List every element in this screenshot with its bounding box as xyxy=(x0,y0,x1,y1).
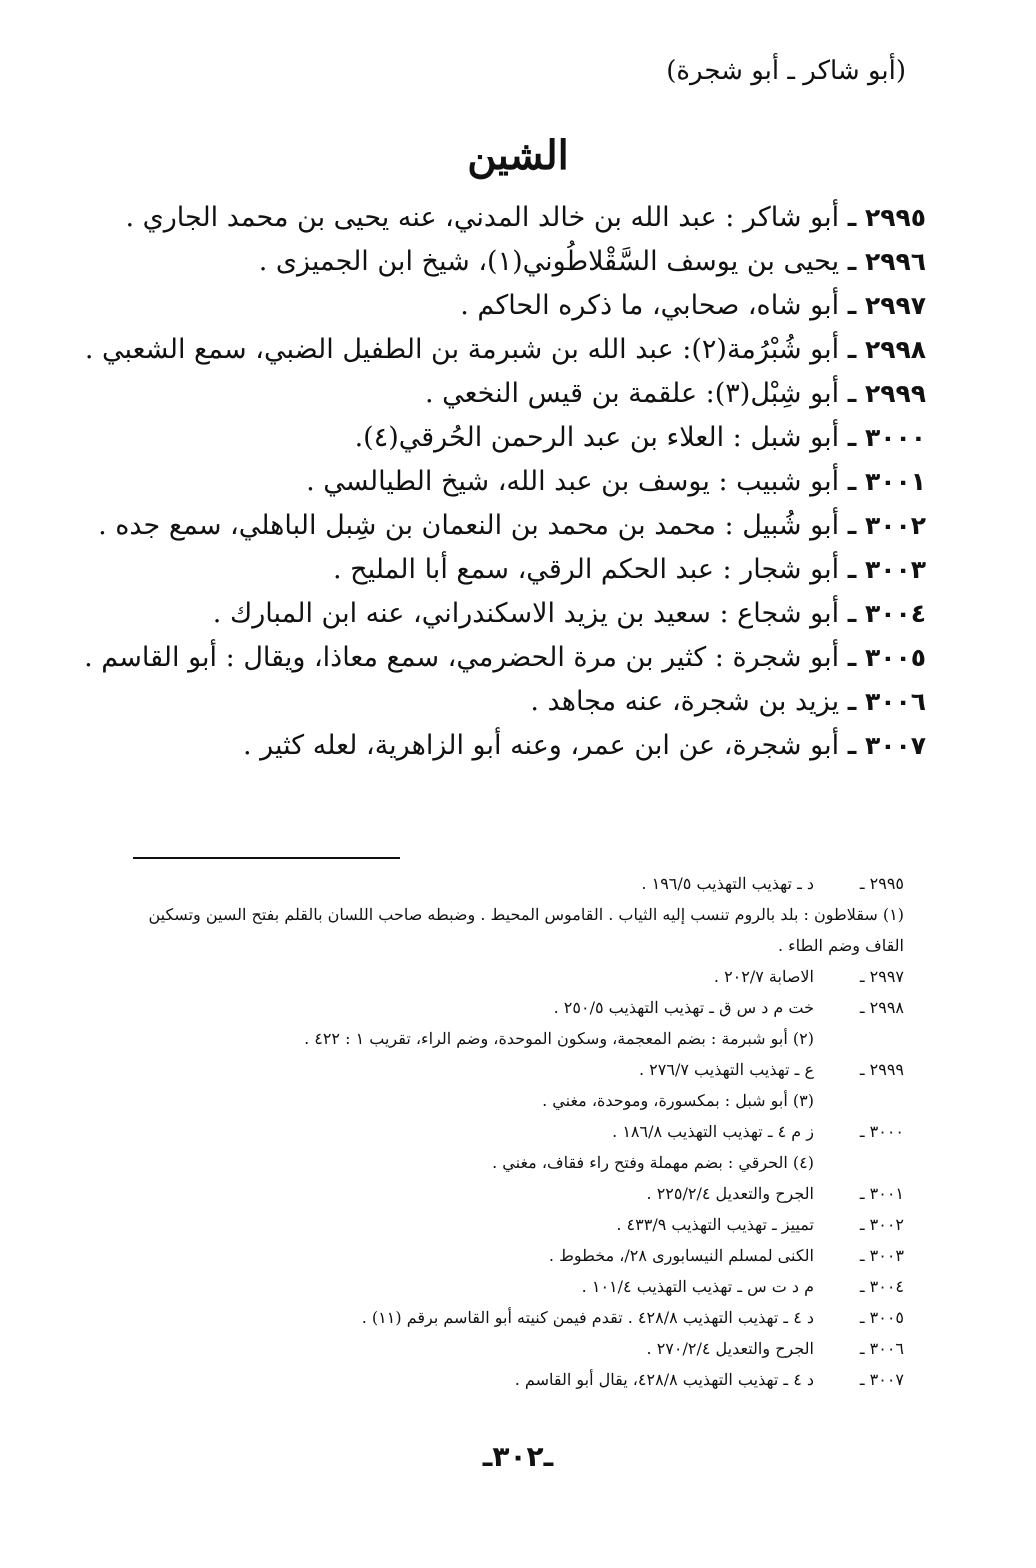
entry-text: أبو شاه، صحابي، ما ذكره الحاكم . xyxy=(460,290,840,321)
entry-3001 xyxy=(95,460,926,504)
footnote-number: ٢٩٩٩ ـ xyxy=(859,1060,904,1079)
entry-text: أبو شجار : عبد الحكم الرقي، سمع أبا المليح . xyxy=(332,554,840,585)
footnote-text: (٤) الحرقي : بضم مهملة وفتح راء فقاف، مغني . xyxy=(492,1153,814,1172)
footnote xyxy=(110,1271,904,1302)
footnote-text: (٢) أبو شبرمة : بضم المعجمة، وسكون الموحدة، وضم الراء، تقريب ١ : ٤٢٢ . xyxy=(304,1029,814,1048)
footnote-number: ٣٠٠٢ ـ xyxy=(859,1215,904,1234)
footnote-text: ع ـ تهذيب التهذيب ٢٧٦/٧ . xyxy=(639,1060,814,1079)
entry-text: يحيى بن يوسف السَّقْلاطُوني(١)، شيخ ابن الجميزى . xyxy=(258,246,840,277)
entry-number: ٣٠٠٢ ـ xyxy=(847,511,926,540)
footnote-text: تمييز ـ تهذيب التهذيب ٤٣٣/٩ . xyxy=(616,1215,814,1234)
footnote xyxy=(110,961,904,992)
entry-text: أبو شِبْل(٣): علقمة بن قيس النخعي . xyxy=(424,378,840,409)
entry-number: ٣٠٠١ ـ xyxy=(847,467,926,496)
footnote-text: الكنى لمسلم النيسابورى ٢٨/، مخطوط . xyxy=(548,1246,814,1265)
footnote xyxy=(110,1333,904,1364)
entry-2998 xyxy=(84,328,926,372)
entry-text: أبو شُبيل : محمد بن محمد بن النعمان بن شِبل الباهلي، سمع جده . xyxy=(98,510,840,541)
footnote xyxy=(110,1116,904,1147)
footnote xyxy=(110,1240,904,1271)
footnote xyxy=(110,1054,904,1085)
footnote xyxy=(110,868,904,899)
entry-number: ٣٠٠٣ ـ xyxy=(847,555,926,584)
footnote xyxy=(110,1209,904,1240)
footnote-text: ز م ٤ ـ تهذيب التهذيب ١٨٦/٨ . xyxy=(612,1122,814,1141)
entry-number: ٣٠٠٠ ـ xyxy=(847,423,926,452)
entry-text: أبو شجرة، عن ابن عمر، وعنه أبو الزاهرية، لعله كثير . xyxy=(242,730,840,761)
entry-number: ٢٩٩٦ ـ xyxy=(847,247,926,276)
footnote-number: ٣٠٠٤ ـ xyxy=(859,1277,904,1296)
footnote-text: م د ت س ـ تهذيب التهذيب ١٠١/٤ . xyxy=(581,1277,814,1296)
section-title xyxy=(0,132,1036,179)
footnote xyxy=(110,1147,904,1178)
footnote-text: الجرح والتعديل ٢٢٥/٢/٤ . xyxy=(646,1184,814,1203)
footnote-number: ٢٩٩٨ ـ xyxy=(859,998,904,1017)
footnote-text: (١) سقلاطون : بلد بالروم تنسب إليه الثياب . القاموس المحيط . وضبطه صاحب اللسان بالقلم بفتح السين وتسكين القاف وضم الطاء . xyxy=(148,905,904,955)
entry-number: ٣٠٠٦ ـ xyxy=(847,687,926,716)
entry-3003 xyxy=(95,548,926,592)
footnote xyxy=(110,1364,904,1395)
running-head: (أبو شاكر ـ أبو شجرة) xyxy=(666,56,906,86)
entry-2997 xyxy=(95,284,926,328)
entry-text: يزيد بن شجرة، عنه مجاهد . xyxy=(530,686,840,717)
entry-2996 xyxy=(95,240,926,284)
footnote-text: (٣) أبو شبل : بمكسورة، وموحدة، مغني . xyxy=(542,1091,814,1110)
footnote-number: ٢٩٩٥ ـ xyxy=(859,874,904,893)
entry-3000 xyxy=(95,416,926,460)
entry-number: ٣٠٠٤ ـ xyxy=(847,599,926,628)
footnote xyxy=(110,1023,904,1054)
footnote-text: الاصابة ٢٠٢/٧ . xyxy=(713,967,814,986)
entry-number: ٢٩٩٩ ـ xyxy=(847,379,926,408)
entry-2999 xyxy=(95,372,926,416)
entry-number: ٣٠٠٥ ـ xyxy=(847,643,926,672)
footnote-text: د ٤ ـ تهذيب التهذيب ٤٢٨/٨ . تقدم فيمن كنيته أبو القاسم برقم (١١) . xyxy=(361,1308,814,1327)
entry-text: أبو شاكر : عبد الله بن خالد المدني، عنه يحيى بن محمد الجاري . xyxy=(125,202,840,233)
entry-3006 xyxy=(95,680,926,724)
entry-3007 xyxy=(95,724,926,768)
entry-text: أبو شُبْرُمة(٢): عبد الله بن شبرمة بن الطفيل الضبي، سمع الشعبي . xyxy=(84,334,840,365)
footnote-number: ٣٠٠٠ ـ xyxy=(859,1122,904,1141)
entry-3004 xyxy=(95,592,926,636)
entry-3005 xyxy=(84,636,926,680)
entry-number: ٢٩٩٥ ـ xyxy=(847,203,926,232)
footnote xyxy=(110,992,904,1023)
entries-list xyxy=(84,196,926,768)
entry-text: أبو شجاع : سعيد بن يزيد الاسكندراني، عنه ابن المبارك . xyxy=(212,598,840,629)
footnote-text: الجرح والتعديل ٢٧٠/٢/٤ . xyxy=(646,1339,814,1358)
footnote xyxy=(110,899,904,961)
entry-3002 xyxy=(95,504,926,548)
footnotes-list xyxy=(110,868,904,1395)
entry-number: ٢٩٩٧ ـ xyxy=(847,291,926,320)
entry-text: أبو شجرة : كثير بن مرة الحضرمي، سمع معاذا، ويقال : أبو القاسم . xyxy=(84,642,840,673)
footnote-number: ٣٠٠٥ ـ xyxy=(859,1308,904,1327)
entry-number: ٢٩٩٨ ـ xyxy=(847,335,926,364)
footnote-text: د ـ تهذيب التهذيب ١٩٦/٥ . xyxy=(641,874,814,893)
footnote-number: ٣٠٠٣ ـ xyxy=(859,1246,904,1265)
footnote-text: خت م د س ق ـ تهذيب التهذيب ٢٥٠/٥ . xyxy=(553,998,814,1017)
footnote-number xyxy=(814,1085,904,1116)
footnote-number: ٣٠٠١ ـ xyxy=(859,1184,904,1203)
page-number: ـ٣٠٢ـ xyxy=(482,1440,554,1473)
footnote-text: د ٤ ـ تهذيب التهذيب ٤٢٨/٨، يقال أبو القاسم . xyxy=(514,1370,814,1389)
footnote-number xyxy=(814,1023,904,1054)
entry-2995 xyxy=(95,196,926,240)
footnote-number: ٣٠٠٧ ـ xyxy=(859,1370,904,1389)
footnote-number xyxy=(814,1147,904,1178)
footnote-rule xyxy=(133,857,400,859)
footnote-number: ٢٩٩٧ ـ xyxy=(859,967,904,986)
footnote xyxy=(110,1178,904,1209)
section-title-text: الشين xyxy=(467,132,569,179)
footnote xyxy=(110,1302,904,1333)
footnote-number: ٣٠٠٦ ـ xyxy=(859,1339,904,1358)
entry-text: أبو شبل : العلاء بن عبد الرحمن الحُرقي(٤). xyxy=(354,422,840,453)
footnote xyxy=(110,1085,904,1116)
entry-text: أبو شبيب : يوسف بن عبد الله، شيخ الطيالسي . xyxy=(306,466,840,497)
entry-number: ٣٠٠٧ ـ xyxy=(847,731,926,760)
